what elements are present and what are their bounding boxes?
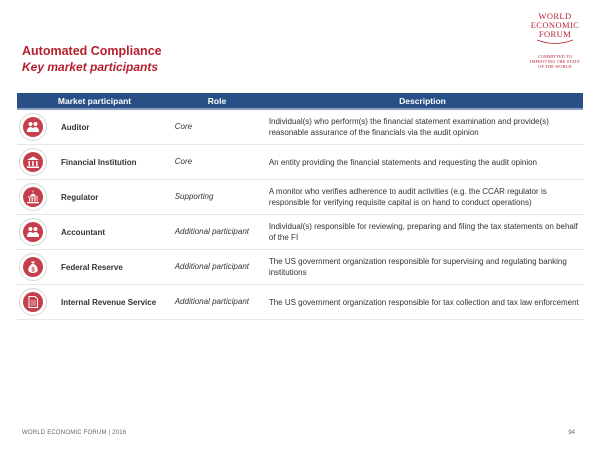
logo-line-3: FORUM: [538, 29, 572, 39]
money-bag-icon: [23, 257, 43, 277]
logo-line-1: WORLD: [538, 11, 572, 21]
participant-role: Additional participant: [174, 262, 249, 271]
participant-name: Auditor: [61, 122, 90, 132]
participant-name: Internal Revenue Service: [61, 297, 157, 307]
table-row: [17, 250, 583, 285]
page-number: 94: [568, 430, 575, 436]
table-row: [17, 110, 583, 145]
logo-tagline: [528, 54, 582, 69]
participant-description: Individual(s) responsible for reviewing, preparing and filing the tax statements on behalf of the FI: [268, 222, 578, 242]
participant-name: Accountant: [61, 227, 105, 237]
table-row: [17, 145, 583, 180]
participant-description: The US government organization responsible for supervising and regulating banking institutions: [268, 257, 567, 277]
table-row: [17, 215, 583, 250]
participant-name: Regulator: [61, 192, 99, 202]
logo-tagline-1: COMMITTED TO: [537, 54, 573, 59]
people-icon: [23, 222, 43, 242]
people-icon: [23, 117, 43, 137]
logo-tagline-3: OF THE WORLD: [538, 64, 572, 69]
participant-name: Federal Reserve: [61, 262, 123, 272]
table-row: [17, 285, 583, 320]
header-role: Role: [207, 95, 227, 106]
participant-role: Additional participant: [174, 227, 249, 236]
svg-text:$: $: [31, 267, 35, 274]
slide-title: Automated Compliance: [22, 44, 162, 58]
slide-subtitle: Key market participants: [22, 60, 159, 74]
header-market-participant: Market participant: [57, 95, 132, 106]
table-row: [17, 180, 583, 215]
participant-role: Supporting: [174, 192, 214, 201]
participant-description: An entity providing the financial statements and requesting the audit opinion: [268, 157, 537, 167]
table-header: [17, 93, 583, 110]
logo-line-2: ECONOMIC: [530, 20, 580, 30]
header-description: Description: [399, 95, 446, 106]
wef-logo: [528, 12, 582, 69]
participant-description: Individual(s) who perform(s) the financial statement examination and provide(s) reasonable assurance of the financials via the audit opinion: [268, 117, 549, 137]
logo-tagline-2: IMPROVING THE STATE: [530, 59, 580, 64]
participant-role: Additional participant: [174, 297, 249, 306]
capitol-icon: [23, 187, 43, 207]
participant-description: A monitor who verifies adherence to audit activities (e.g. the CCAR regulator is responsible for verifying requisite capital is on hand to conduct operations): [268, 187, 547, 207]
participant-description: The US government organization responsible for tax collection and tax law enforcement: [268, 297, 579, 307]
participant-name: Financial Institution: [61, 157, 137, 167]
bank-icon: [23, 152, 43, 172]
footer-text: WORLD ECONOMIC FORUM | 2016: [22, 430, 127, 436]
participant-role: Core: [174, 122, 193, 131]
document-icon: [23, 292, 43, 312]
participants-table: [17, 93, 583, 320]
logo-arc-icon: [535, 39, 575, 45]
participant-role: Core: [174, 157, 193, 166]
